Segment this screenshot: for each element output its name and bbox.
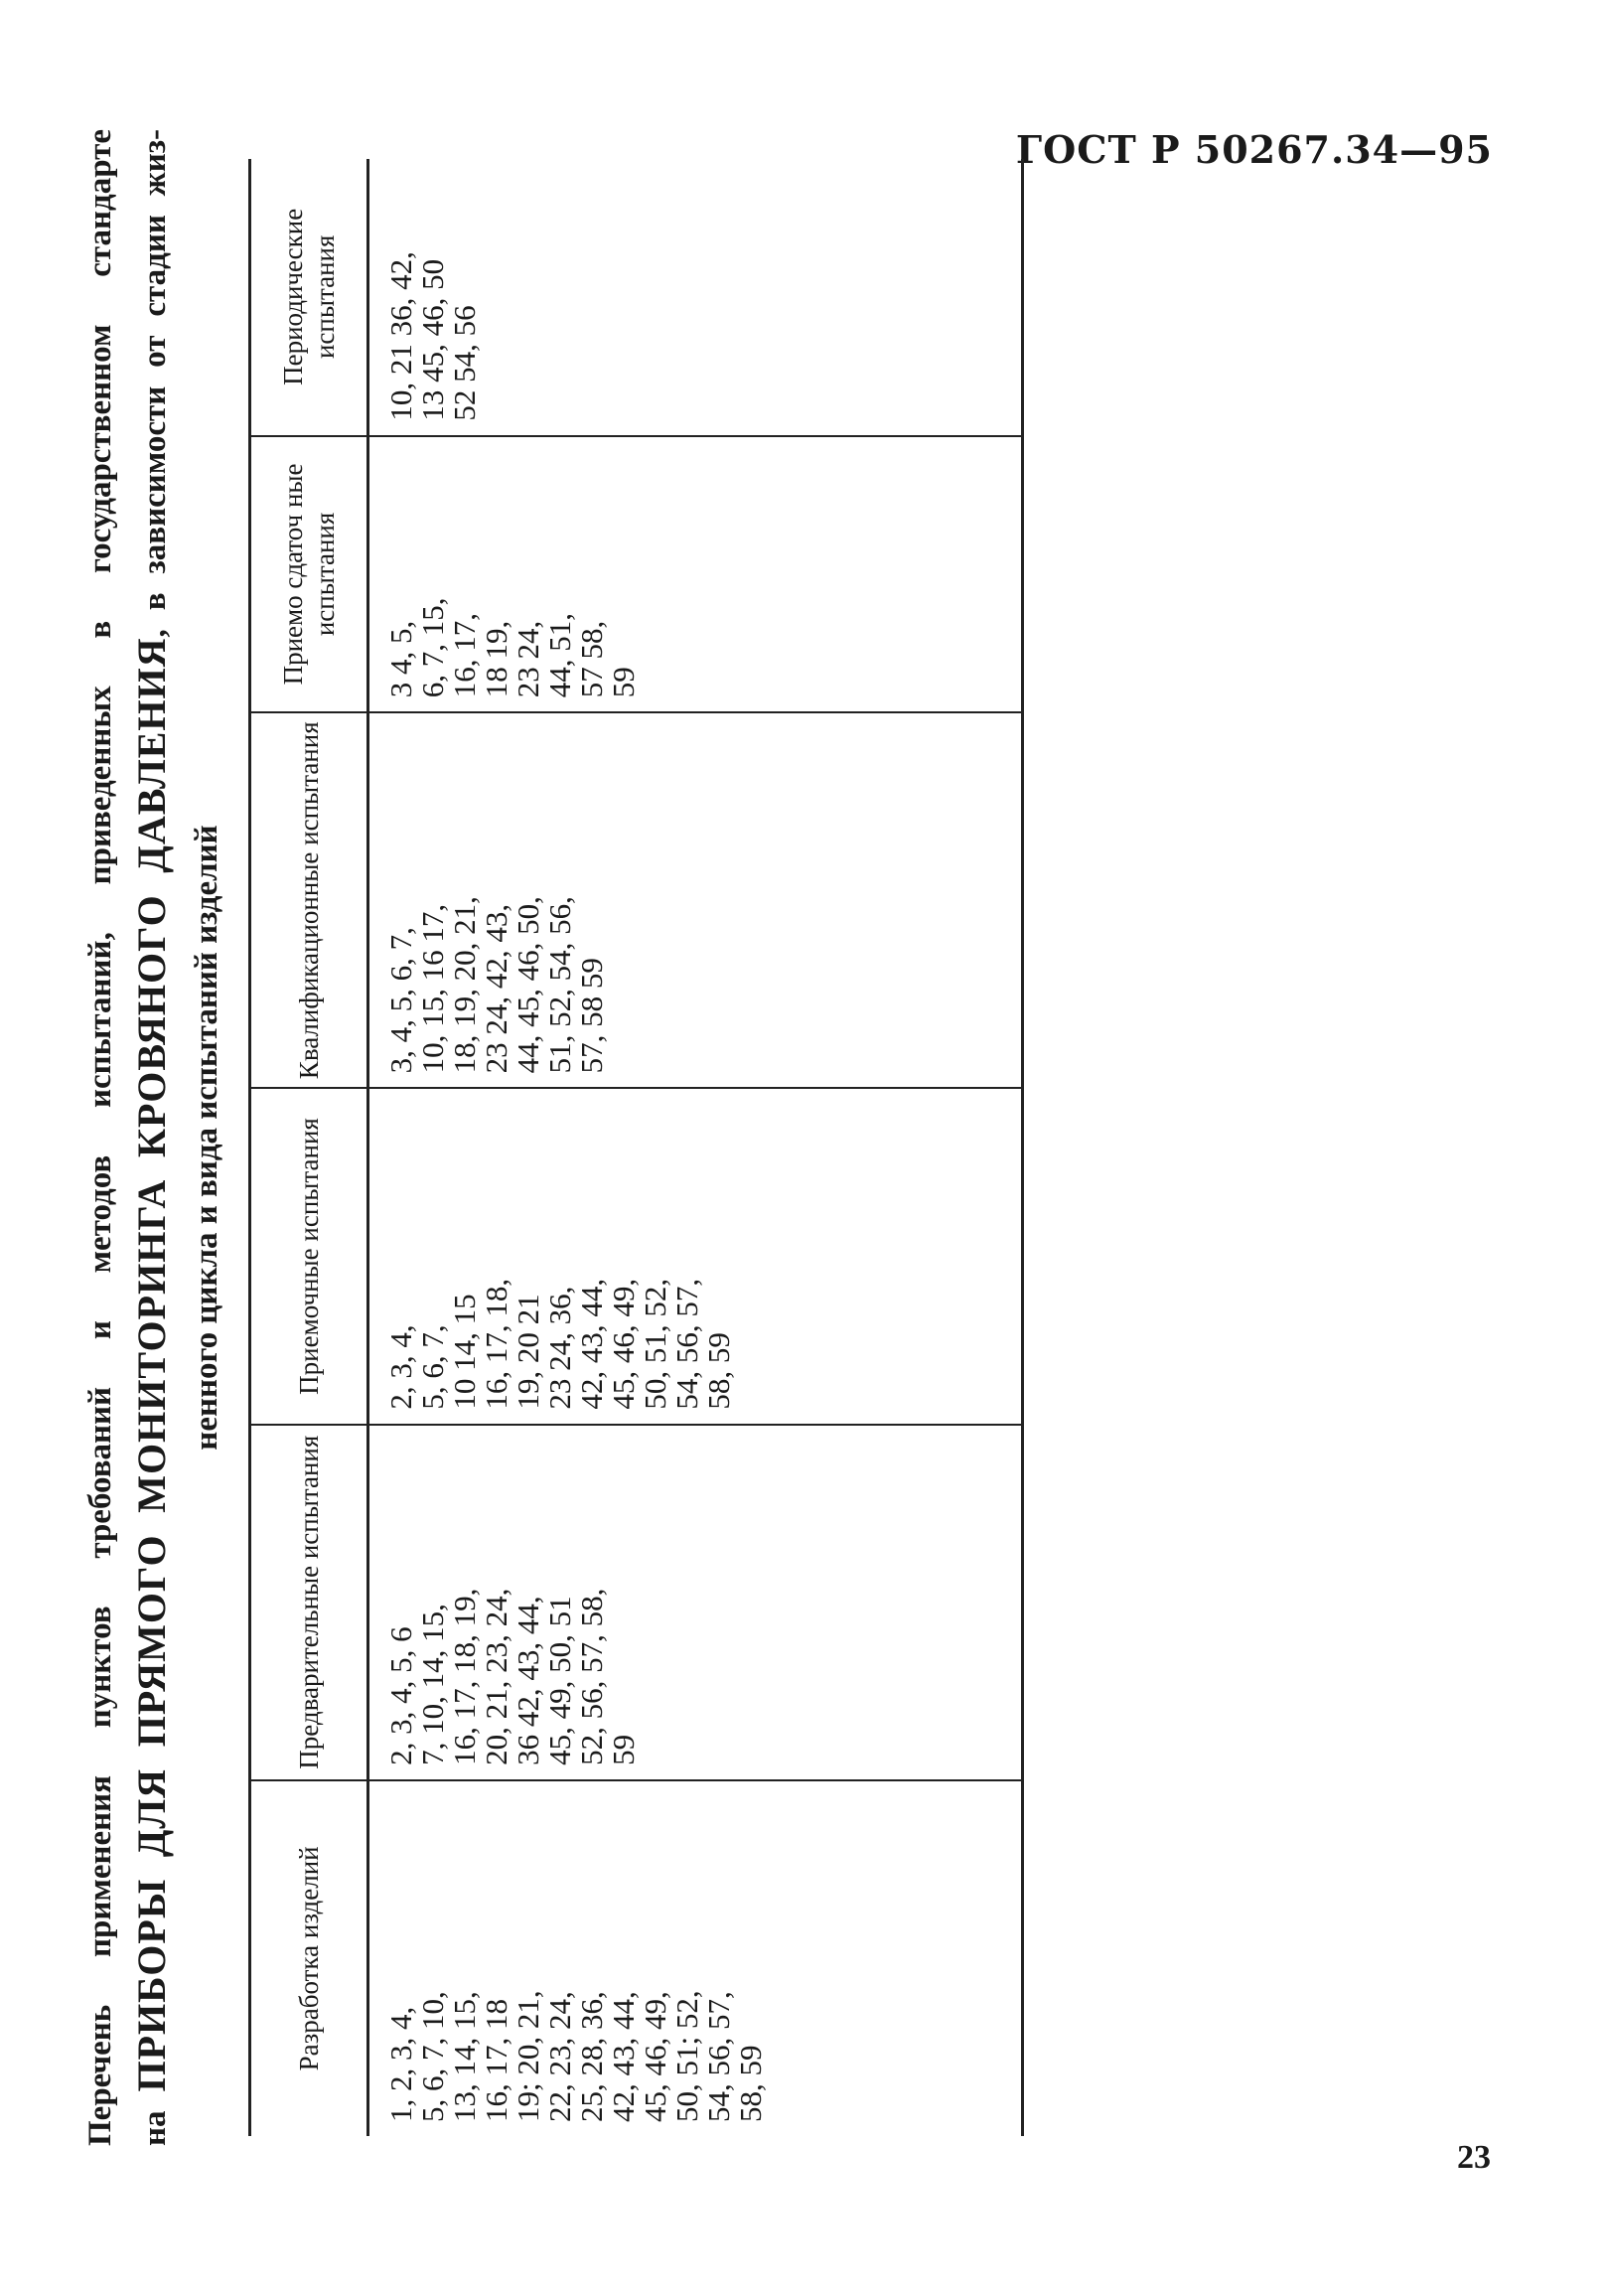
- column-header-5: Приемо сдаточ ные испытания: [250, 436, 368, 713]
- clause-list-line: 58, 59: [733, 2045, 768, 2122]
- column-cell-2: [368, 1425, 1023, 1780]
- clause-list-line: 20, 21, 23, 24,: [479, 1588, 513, 1765]
- clause-list-line: 58, 59: [701, 1332, 736, 1410]
- clause-list-line: 52 54, 56: [447, 305, 482, 421]
- table-row: [368, 159, 1023, 2136]
- clause-list-line: 36 42, 43, 44,: [511, 1596, 545, 1765]
- clause-list-line: 16, 17, 18, 19,: [447, 1588, 482, 1765]
- clause-list-line: 50, 51; 52,: [669, 1990, 704, 2122]
- clause-list-line: 57, 58 59: [574, 958, 609, 1074]
- clause-list-line: 42, 43, 44,: [574, 1278, 609, 1410]
- clause-list-line: 23 24,: [511, 620, 545, 698]
- column-header-6: Периодические испытания: [250, 159, 368, 436]
- clause-list-line: 59: [606, 1734, 641, 1765]
- column-cell-5: [368, 436, 1023, 713]
- column-cell-1: [368, 1780, 1023, 2136]
- clause-list-line: 25, 28, 36,: [574, 1991, 609, 2122]
- caption-suffix: , в зависимости от стадии жиз-: [137, 129, 173, 638]
- caption-line-2: [126, 129, 181, 2146]
- rotated-content: [74, 119, 1515, 2156]
- clause-list-line: 13, 14, 15,: [447, 1991, 482, 2122]
- clause-list-line: 45, 46, 49,: [606, 1278, 641, 1410]
- clause-list-line: 16, 17, 18: [479, 1999, 513, 2122]
- clause-list-line: 10, 21 36, 42,: [383, 251, 418, 421]
- column-header-4: Квалификационные испытания: [250, 712, 368, 1088]
- clause-list-line: 5, 6, 7,: [415, 1324, 450, 1410]
- clause-list-line: 42, 43, 44,: [606, 1991, 641, 2122]
- clause-list-line: 22, 23, 24,: [542, 1991, 577, 2122]
- clause-list-line: 2, 3, 4,: [383, 1324, 418, 1410]
- clause-list-line: 45, 46, 49,: [638, 1991, 672, 2122]
- clause-list-line: 52, 56, 57, 58,: [574, 1588, 609, 1765]
- clause-list-line: 6, 7, 15,: [415, 597, 450, 698]
- clause-list-line: 44, 45, 46, 50,: [511, 896, 545, 1074]
- table-caption: [74, 119, 232, 2156]
- clause-list-line: 54, 56, 57,: [669, 1278, 704, 1410]
- caption-line-3: ненного цикла и вида испытаний изделий: [189, 825, 224, 1451]
- clause-list-line: 3 4, 5,: [383, 620, 418, 698]
- clause-list-line: 13 45, 46, 50: [415, 258, 450, 421]
- column-cell-6: [368, 159, 1023, 436]
- clause-list-line: 59: [606, 667, 641, 698]
- clause-list-line: 5, 6, 7, 10,: [415, 1991, 450, 2122]
- caption-line-1: Перечень применения пунктов требований и методов испытаний, приведенных в государственном стандарте: [82, 129, 118, 2146]
- clause-list-line: 19, 20 21: [511, 1294, 545, 1410]
- table-header-row: [250, 159, 368, 2136]
- clause-list-line: 3, 4, 5, 6, 7,: [383, 927, 418, 1074]
- clause-list-line: 18 19,: [479, 620, 513, 698]
- page-number: 23: [1457, 2139, 1491, 2176]
- column-cell-4: [368, 712, 1023, 1088]
- caption-product-title: ПРИБОРЫ ДЛЯ ПРЯМОГО МОНИТОРИНГА КРОВЯНОГО ДАВЛЕНИЯ: [129, 637, 174, 2092]
- clause-list-line: 16, 17,: [447, 612, 482, 698]
- column-header-3: Приемочные испытания: [250, 1088, 368, 1424]
- clause-list-line: 16, 17, 18,: [479, 1278, 513, 1410]
- standard-id: ГОСТ Р 50267.34—95: [1015, 127, 1493, 172]
- clause-list-line: 44, 51,: [542, 612, 577, 698]
- clause-list-line: 57 58,: [574, 620, 609, 698]
- clause-list-line: 10 14, 15: [447, 1294, 482, 1410]
- clause-list-line: 51, 52, 54, 56,: [542, 896, 577, 1074]
- clause-list-line: 18, 19, 20, 21,: [447, 896, 482, 1074]
- clause-list-line: 23 24, 36,: [542, 1286, 577, 1410]
- column-header-2: Предварительные испытания: [250, 1425, 368, 1780]
- clause-list-line: 50, 51, 52,: [638, 1278, 672, 1410]
- clause-list-line: 2, 3, 4, 5, 6: [383, 1626, 418, 1765]
- clause-list-line: 23 24, 42, 43,: [479, 903, 513, 1074]
- column-header-1: Разработка изделий: [250, 1780, 368, 2136]
- clause-list-line: 19; 20, 21,: [511, 1990, 545, 2122]
- clause-list-line: 10, 15, 16 17,: [415, 903, 450, 1074]
- clause-list-line: 7, 10, 14, 15,: [415, 1604, 450, 1765]
- clause-list-line: 54, 56, 57,: [701, 1991, 736, 2122]
- column-cell-3: [368, 1088, 1023, 1424]
- clause-list-line: 1, 2, 3, 4,: [383, 2006, 418, 2122]
- clause-list-line: 45, 49, 50, 51: [542, 1596, 577, 1765]
- tests-table: [248, 159, 1024, 2136]
- caption-prefix: на: [137, 2110, 173, 2146]
